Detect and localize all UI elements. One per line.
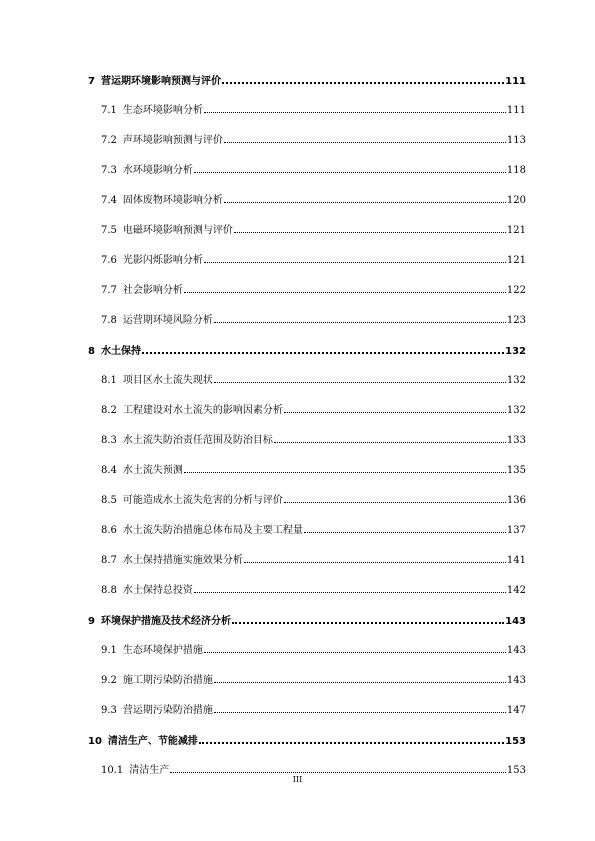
toc-section-entry[interactable]: [88, 553, 526, 583]
toc-section-entry[interactable]: [88, 643, 526, 673]
toc-entry-number: 8.4: [101, 465, 117, 476]
toc-leader-dots: [232, 613, 504, 624]
toc-leader-dots: [170, 763, 506, 773]
toc-entry-page-number: 143: [506, 675, 526, 686]
toc-leader-dots: [204, 643, 506, 653]
toc-entry-page-number: 135: [506, 465, 526, 476]
toc-leader-dots: [214, 373, 506, 383]
toc-leader-dots: [274, 433, 506, 443]
toc-entry-page-number: 122: [506, 285, 526, 296]
toc-leader-dots: [194, 163, 506, 173]
toc-leader-dots: [284, 493, 506, 503]
toc-section-entry[interactable]: [88, 583, 526, 613]
toc-section-entry[interactable]: [88, 373, 526, 403]
toc-entry-page-number: 111: [505, 76, 526, 87]
toc-entry-page-number: 153: [505, 736, 526, 747]
toc-leader-dots: [234, 223, 506, 233]
toc-entry-title: 电磁环境影响预测与评价: [122, 225, 233, 236]
toc-entry-page-number: 142: [506, 585, 526, 596]
toc-entry-number: 9.2: [101, 675, 117, 686]
toc-section-entry[interactable]: [88, 223, 526, 253]
toc-entry-page-number: 132: [506, 375, 526, 386]
toc-entry-number: 8.7: [101, 555, 117, 566]
toc-entry-page-number: 136: [506, 495, 526, 506]
toc-entry-number: 8.5: [101, 495, 117, 506]
toc-entry-page-number: 143: [505, 616, 526, 627]
toc-entry-title: 社会影响分析: [122, 285, 183, 296]
toc-entry-title: 水土流失预测: [122, 465, 183, 476]
toc-entry-title: 环境保护措施及技术经济分析: [100, 616, 231, 627]
toc-entry-title: 光影闪烁影响分析: [122, 255, 203, 266]
toc-leader-dots: [214, 703, 506, 713]
toc-section-entry[interactable]: [88, 703, 526, 733]
toc-entry-number: 8.8: [101, 585, 117, 596]
toc-entry-title: 声环境影响预测与评价: [122, 135, 223, 146]
toc-entry-page-number: 153: [506, 765, 526, 776]
toc-section-entry[interactable]: [88, 283, 526, 313]
toc-section-entry[interactable]: [88, 673, 526, 703]
toc-entry-number: 7.4: [101, 195, 117, 206]
toc-leader-dots: [304, 523, 506, 533]
toc-leader-dots: [224, 133, 506, 143]
toc-entry-number: 7.2: [101, 135, 117, 146]
toc-section-entry[interactable]: [88, 313, 526, 343]
toc-entry-page-number: 132: [506, 405, 526, 416]
toc-entry-title: 可能造成水土流失危害的分析与评价: [122, 495, 283, 506]
toc-entry-title: 运营期环境风险分析: [122, 315, 213, 326]
toc-entry-page-number: 111: [506, 105, 526, 116]
toc-entry-page-number: 120: [506, 195, 526, 206]
toc-leader-dots: [142, 343, 504, 354]
toc-entry-title: 水土保持措施实施效果分析: [122, 555, 243, 566]
toc-leader-dots: [284, 403, 506, 413]
toc-entry-title: 清洁生产、节能减排: [107, 736, 198, 747]
toc-entry-title: 生态环境保护措施: [122, 645, 203, 656]
toc-entry-number: 8.3: [101, 435, 117, 446]
toc-entry-number: 8.6: [101, 525, 117, 536]
toc-entry-page-number: 133: [506, 435, 526, 446]
toc-section-entry[interactable]: [88, 433, 526, 463]
toc-entry-number: 8.2: [101, 405, 117, 416]
toc-leader-dots: [214, 673, 506, 683]
toc-chapter-entry[interactable]: [88, 613, 526, 643]
toc-entry-number: 9: [88, 616, 95, 627]
toc-leader-dots: [194, 583, 506, 593]
toc-chapter-entry[interactable]: [88, 73, 526, 103]
toc-entry-page-number: 121: [506, 225, 526, 236]
toc-entry-title: 水土保持总投资: [122, 585, 193, 596]
toc-chapter-entry[interactable]: [88, 733, 526, 763]
toc-entry-title: 水土流失防治责任范围及防治目标: [122, 435, 273, 446]
toc-section-entry[interactable]: [88, 133, 526, 163]
toc-entry-number: 7.8: [101, 315, 117, 326]
toc-entry-title: 工程建设对水土流失的影响因素分析: [122, 405, 283, 416]
toc-entry-title: 清洁生产: [129, 765, 170, 776]
toc-entry-page-number: 132: [505, 346, 526, 357]
toc-entry-number: 7.6: [101, 255, 117, 266]
toc-entry-page-number: 121: [506, 255, 526, 266]
page-footer-number: III: [292, 775, 303, 784]
toc-entry-page-number: 147: [506, 705, 526, 716]
toc-entry-page-number: 123: [506, 315, 526, 326]
toc-entry-number: 8: [88, 346, 95, 357]
toc-entry-number: 7.1: [101, 105, 117, 116]
toc-leader-dots: [224, 193, 506, 203]
toc-entry-title: 水环境影响分析: [122, 165, 193, 176]
toc-leader-dots: [244, 553, 506, 563]
table-of-contents: [88, 73, 526, 793]
toc-entry-title: 施工期污染防治措施: [122, 675, 213, 686]
toc-chapter-entry[interactable]: [88, 343, 526, 373]
toc-leader-dots: [214, 313, 506, 323]
toc-leader-dots: [204, 253, 506, 263]
toc-entry-number: 10: [88, 736, 102, 747]
toc-section-entry[interactable]: [88, 163, 526, 193]
toc-entry-number: 10.1: [101, 765, 124, 776]
toc-entry-page-number: 137: [506, 525, 526, 536]
toc-entry-number: 8.1: [101, 375, 117, 386]
toc-entry-number: 7.3: [101, 165, 117, 176]
toc-leader-dots: [222, 73, 504, 84]
toc-leader-dots: [184, 283, 506, 293]
toc-leader-dots: [204, 103, 506, 113]
toc-entry-number: 7.5: [101, 225, 117, 236]
toc-entry-title: 固体废物环境影响分析: [122, 195, 223, 206]
toc-entry-page-number: 143: [506, 645, 526, 656]
toc-entry-page-number: 118: [506, 165, 526, 176]
toc-section-entry[interactable]: [88, 493, 526, 523]
toc-section-entry[interactable]: [88, 253, 526, 283]
toc-entry-title: 项目区水土流失现状: [122, 375, 213, 386]
toc-entry-number: 9.3: [101, 705, 117, 716]
toc-entry-number: 7.7: [101, 285, 117, 296]
toc-section-entry[interactable]: [88, 463, 526, 493]
toc-section-entry[interactable]: [88, 193, 526, 223]
toc-entry-page-number: 113: [506, 135, 526, 146]
toc-entry-number: 9.1: [101, 645, 117, 656]
toc-entry-title: 营运期环境影响预测与评价: [100, 76, 221, 87]
toc-leader-dots: [199, 733, 504, 744]
toc-entry-number: 7: [88, 76, 95, 87]
toc-section-entry[interactable]: [88, 403, 526, 433]
toc-entry-page-number: 141: [506, 555, 526, 566]
toc-section-entry[interactable]: [88, 103, 526, 133]
toc-section-entry[interactable]: [88, 523, 526, 553]
toc-entry-title: 营运期污染防治措施: [122, 705, 213, 716]
toc-leader-dots: [184, 463, 506, 473]
toc-entry-title: 水土流失防治措施总体布局及主要工程量: [122, 525, 303, 536]
toc-entry-title: 水土保持: [100, 346, 141, 357]
toc-entry-title: 生态环境影响分析: [122, 105, 203, 116]
